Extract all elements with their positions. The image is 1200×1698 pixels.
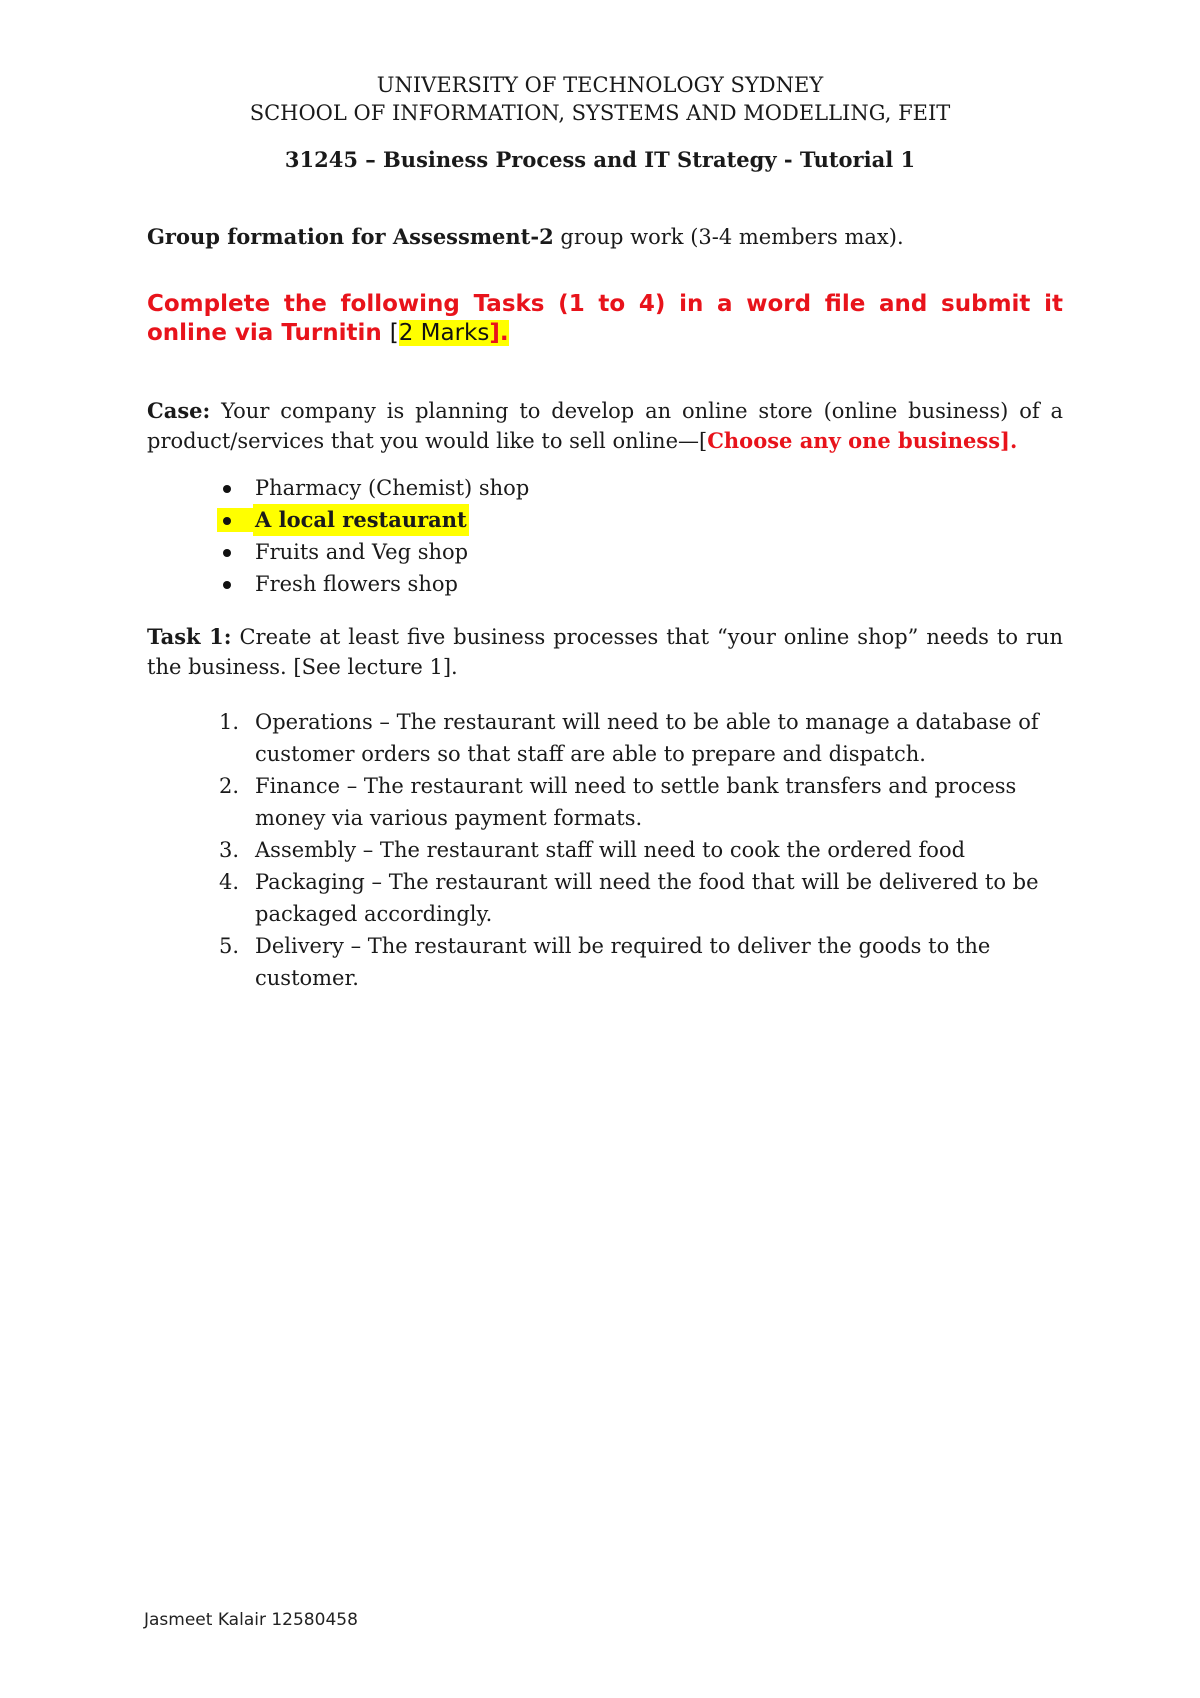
process-text: Delivery – The restaurant will be required to deliver the goods to the customer. <box>255 934 991 990</box>
document-title: 31245 – Business Process and IT Strategy - Tutorial 1 <box>284 147 916 172</box>
school-name: SCHOOL OF INFORMATION, SYSTEMS AND MODELLING, FEIT <box>249 101 951 125</box>
instruction-heading <box>147 290 1063 348</box>
case-label: Case: <box>147 398 211 423</box>
bullet-icon <box>223 549 231 557</box>
list-item <box>147 770 1063 834</box>
list-number: 4. <box>219 870 240 894</box>
list-item <box>147 706 1063 770</box>
university-name: UNIVERSITY OF TECHNOLOGY SYDNEY <box>376 73 824 97</box>
process-text: Packaging – The restaurant will need the food that will be delivered to be packaged accordingly. <box>255 870 1039 926</box>
list-number: 1. <box>219 710 240 734</box>
bullet-icon <box>223 485 231 493</box>
case-text: Your company is planning to develop an online store (online business) of a product/services that you would like to sell online—[ <box>147 399 1063 453</box>
group-formation-rest: group work (3-4 members max). <box>553 225 904 249</box>
list-item <box>147 930 1063 994</box>
list-item <box>147 866 1063 930</box>
instruction-text: Complete the following Tasks (1 to 4) in a word file and submit it online via Turnitin <box>147 291 1063 346</box>
instruction-bracket-open: [ <box>389 320 399 346</box>
task1-text: Create at least five business processes that “your online shop” needs to run the business. [See lecture 1]. <box>147 625 1063 679</box>
business-process-list <box>147 706 1063 994</box>
bullet-icon <box>223 581 231 589</box>
instruction-bracket-close: ]. <box>489 320 509 346</box>
group-formation-line <box>147 223 904 251</box>
process-text: Operations – The restaurant will need to be able to manage a database of customer orders so that staff are able to prepare and dispatch. <box>255 710 1039 766</box>
group-formation-bold: Group formation for Assessment-2 <box>147 224 554 249</box>
process-text: Assembly – The restaurant staff will need to cook the ordered food <box>255 838 966 862</box>
list-number: 2. <box>219 774 240 798</box>
case-highlight: Choose any one business]. <box>707 428 1018 453</box>
instruction-marks: 2 Marks <box>398 320 490 346</box>
business-option-label: Pharmacy (Chemist) shop <box>255 476 530 500</box>
case-paragraph <box>147 396 1063 456</box>
business-option-label: Fresh flowers shop <box>255 572 458 596</box>
list-number: 5. <box>219 934 240 958</box>
business-option-label: Fruits and Veg shop <box>255 540 469 564</box>
process-text: Finance – The restaurant will need to settle bank transfers and process money via various payment formats. <box>255 774 1017 830</box>
bullet-icon <box>223 517 231 525</box>
list-item <box>147 834 1063 866</box>
business-option-label: A local restaurant <box>253 504 469 536</box>
footer-author: Jasmeet Kalair 12580458 <box>144 1610 358 1630</box>
task1-label: Task 1: <box>147 624 232 649</box>
list-number: 3. <box>219 838 240 862</box>
task1-paragraph <box>147 622 1063 682</box>
